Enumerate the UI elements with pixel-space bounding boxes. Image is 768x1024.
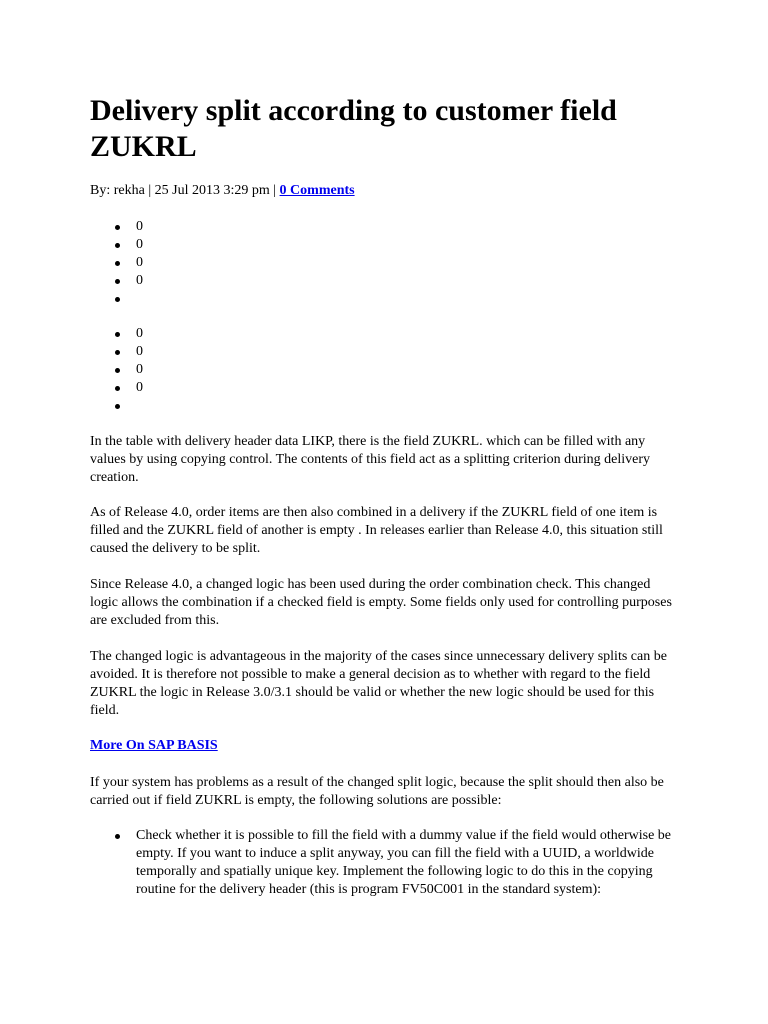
article-title: Delivery split according to customer field ZUKRL [90, 94, 617, 163]
share-counts-list-2 [90, 325, 143, 415]
paragraph-advantageous: The changed logic is advantageous in the majority of the cases since unnecessary delivery splits can be avoided. It is therefore not possible to make a general decision as to whether with regard to the field ZUKRL the logic in Release 3.0/3.1 should be valid or whether the new logic should be used for this field. [90, 649, 667, 718]
byline-author-date: By: rekha | 25 Jul 2013 3:29 pm | [90, 183, 280, 198]
share-count-item[interactable]: 0 [90, 218, 143, 236]
paragraph-release-4: As of Release 4.0, order items are then also combined in a delivery if the ZUKRL field of one item is filled and the ZUKRL field of another is empty . In releases earlier than Release 4.0, this situation still caused the delivery to be split. [90, 505, 663, 556]
share-count-item[interactable]: 0 [90, 325, 143, 343]
share-counts-list-1 [90, 218, 143, 308]
share-count-item[interactable]: 0 [90, 272, 143, 290]
share-count-item[interactable]: 0 [90, 379, 143, 397]
paragraph-changed-logic: Since Release 4.0, a changed logic has been used during the order combination check. This changed logic allows the combination if a checked field is empty. Some fields only used for controlling purposes are excluded from this. [90, 577, 672, 628]
solution-text: Check whether it is possible to fill the field with a dummy value if the field would otherwise be empty. If you want to induce a split anyway, you can fill the field with a UUID, a worldwide temporally and spatially unique key. Implement the following logic to do this in the copying routine for the delivery header (this is program FV50C001 in the standard system): [136, 828, 671, 897]
paragraph-likp: In the table with delivery header data LIKP, there is the field ZUKRL. which can be filled with any values by using copying control. The contents of this field act as a splitting criterion during delivery creation. [90, 434, 651, 485]
share-count-item[interactable] [90, 397, 143, 415]
share-count-item[interactable]: 0 [90, 361, 143, 379]
more-on-sap-basis-link[interactable]: More On SAP BASIS [90, 738, 218, 753]
paragraph-solutions-intro: If your system has problems as a result of the changed split logic, because the split should then also be carried out if field ZUKRL is empty, the following solutions are possible: [90, 775, 664, 808]
bullet-icon [115, 834, 120, 839]
share-count-item[interactable]: 0 [90, 254, 143, 272]
share-count-item[interactable] [90, 290, 143, 308]
comments-link[interactable]: 0 Comments [279, 183, 355, 198]
byline [90, 182, 355, 200]
share-count-item[interactable]: 0 [90, 236, 143, 254]
share-count-item[interactable]: 0 [90, 343, 143, 361]
